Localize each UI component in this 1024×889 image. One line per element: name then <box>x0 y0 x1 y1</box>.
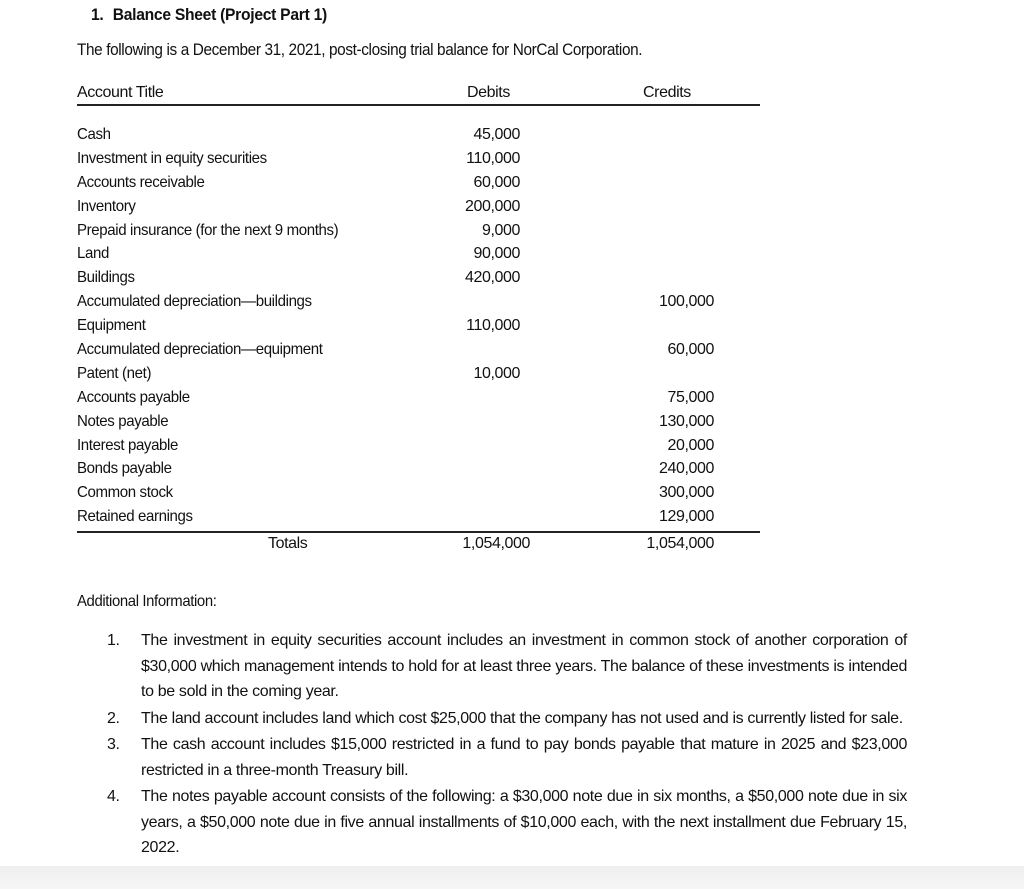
section-number: 1. <box>91 5 104 24</box>
account-title-cell: Accumulated depreciation—buildings <box>77 293 312 311</box>
debit-cell: 90,000 <box>473 245 520 263</box>
account-title-cell: Patent (net) <box>77 364 152 382</box>
table-row <box>77 196 760 220</box>
account-title-cell: Land <box>77 245 109 263</box>
credit-cell: 130,000 <box>658 412 714 430</box>
item-text: The land account includes land which cost $25,000 that the company has not used and is currently listed for sale. <box>141 709 903 727</box>
debit-cell: 420,000 <box>464 269 520 287</box>
additional-info-title: Additional Information: <box>77 593 217 610</box>
table-row <box>77 220 760 244</box>
item-text: The notes payable account consists of the following: a $30,000 note due in six months, a $50,000 note due in six years, a $50,000 note due in five annual installments of $10,000 each, with the next installment due February 15, 2022. <box>141 788 907 856</box>
debit-cell: 110,000 <box>466 317 520 335</box>
account-title-cell: Interest payable <box>77 436 179 454</box>
account-title-cell: Notes payable <box>77 412 169 430</box>
additional-info-item <box>107 706 907 732</box>
totals-row <box>77 531 760 557</box>
credit-cell: 129,000 <box>658 508 714 526</box>
debit-cell: 110,000 <box>466 149 520 167</box>
account-title-cell: Equipment <box>77 317 146 335</box>
table-row <box>77 506 760 530</box>
table-row <box>77 363 760 387</box>
table-row <box>77 291 760 315</box>
credit-cell: 100,000 <box>658 293 714 311</box>
debit-cell: 200,000 <box>464 197 520 215</box>
table-row <box>77 458 760 482</box>
account-title-cell: Accounts payable <box>77 388 190 406</box>
trial-balance-table <box>77 84 760 557</box>
table-row <box>77 339 760 363</box>
table-row <box>77 172 760 196</box>
table-row <box>77 387 760 411</box>
item-text: The investment in equity securities account includes an investment in common stock of another corporation of $30,000 which management intends to hold for at least three years. The balance of these investments is intended to be sold in the coming year. <box>141 632 907 700</box>
account-title-cell: Bonds payable <box>77 460 172 478</box>
debit-cell: 9,000 <box>481 221 520 239</box>
debit-cell: 45,000 <box>473 126 520 143</box>
account-title-cell: Common stock <box>77 484 173 502</box>
column-header-debits: Debits <box>467 84 510 101</box>
account-title-cell: Investment in equity securities <box>77 149 267 167</box>
credit-cell: 300,000 <box>658 484 714 502</box>
table-row <box>77 148 760 172</box>
section-title: Balance Sheet (Project Part 1) <box>112 5 327 24</box>
totals-label: Totals <box>268 535 308 553</box>
table-row <box>77 267 760 291</box>
account-title-cell: Cash <box>77 126 111 143</box>
table-row <box>77 243 760 267</box>
account-title-cell: Inventory <box>77 197 136 215</box>
item-number: 2. <box>107 709 120 727</box>
intro-paragraph: The following is a December 31, 2021, post-closing trial balance for NorCal Corporation. <box>77 41 643 59</box>
item-number: 1. <box>107 632 120 649</box>
column-header-credits: Credits <box>643 84 691 101</box>
debit-cell: 10,000 <box>473 364 520 382</box>
item-number: 4. <box>107 788 120 805</box>
additional-info-item <box>107 784 907 861</box>
section-heading <box>91 5 327 25</box>
account-title-cell: Accounts receivable <box>77 173 205 191</box>
account-title-cell: Accumulated depreciation—equipment <box>77 341 323 359</box>
table-row <box>77 411 760 435</box>
item-text: The cash account includes $15,000 restricted in a fund to pay bonds payable that mature in 2025 and $23,000 restricted in a three-month Treasury bill. <box>141 736 907 779</box>
table-row <box>77 124 760 148</box>
totals-debit: 1,054,000 <box>462 535 530 553</box>
account-title-cell: Retained earnings <box>77 508 193 526</box>
bottom-fade-overlay <box>0 866 1024 889</box>
column-header-account-title: Account Title <box>77 84 164 101</box>
table-header <box>77 84 760 106</box>
table-row <box>77 482 760 506</box>
totals-credit: 1,054,000 <box>646 535 714 553</box>
debit-cell: 60,000 <box>473 173 520 191</box>
credit-cell: 75,000 <box>667 388 714 406</box>
table-row <box>77 315 760 339</box>
credit-cell: 20,000 <box>667 436 714 454</box>
credit-cell: 60,000 <box>667 341 714 359</box>
additional-info-item <box>107 732 907 783</box>
additional-info-item <box>107 628 907 705</box>
account-title-cell: Prepaid insurance (for the next 9 months) <box>77 221 339 239</box>
item-number: 3. <box>107 736 120 753</box>
account-title-cell: Buildings <box>77 269 135 287</box>
table-body <box>77 124 760 530</box>
table-row <box>77 435 760 459</box>
credit-cell: 240,000 <box>658 460 714 478</box>
additional-info-list <box>107 628 907 862</box>
